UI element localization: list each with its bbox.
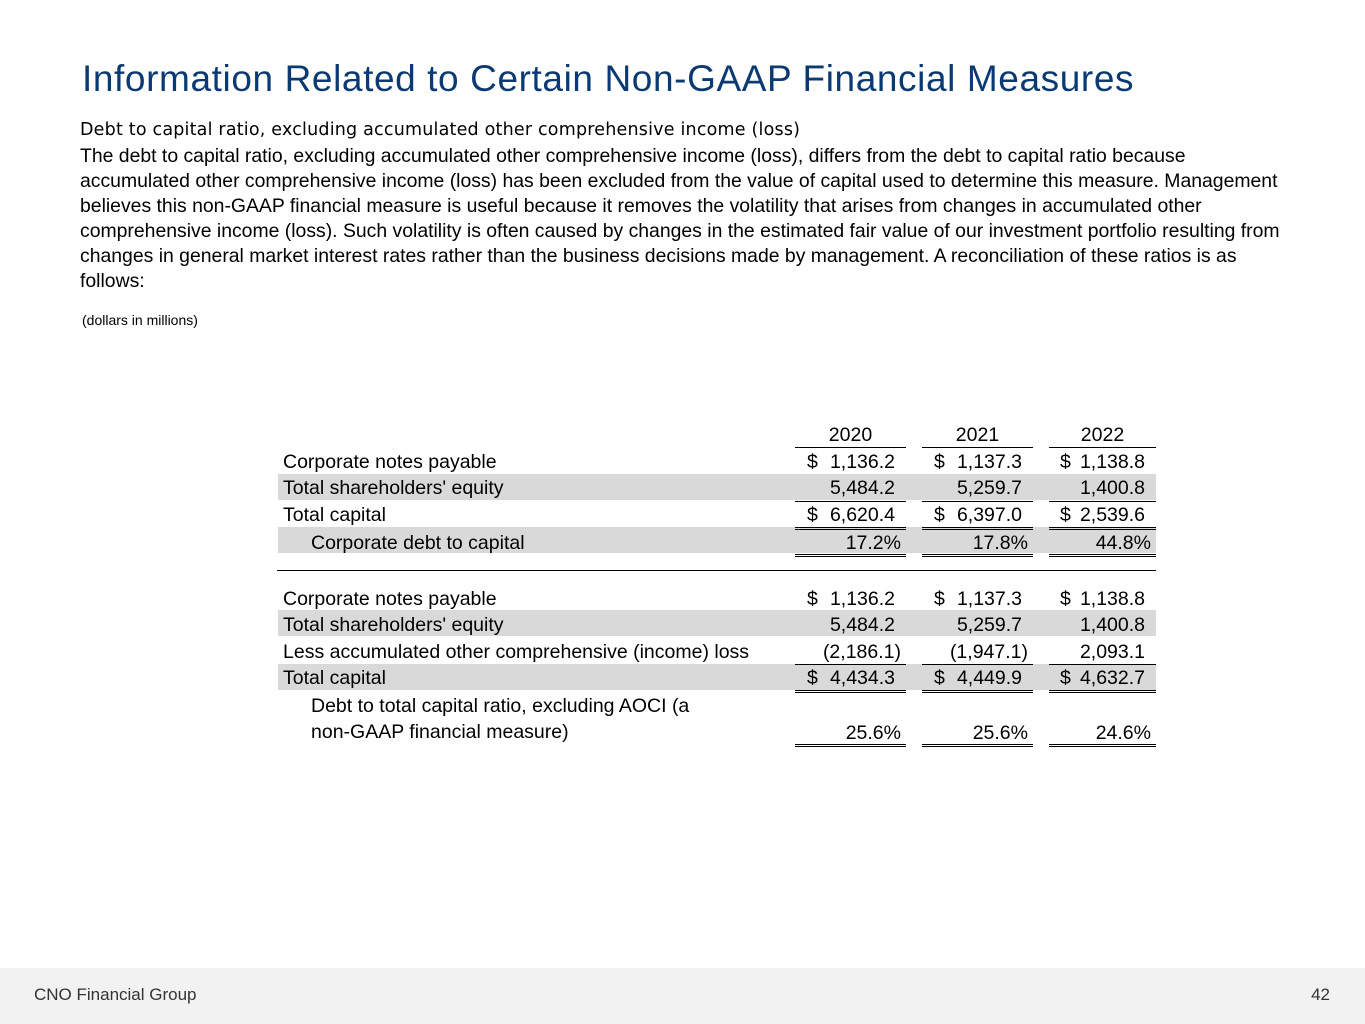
value-cell: 1,137.3: [956, 588, 1022, 610]
ratio-double-line: [1049, 744, 1156, 747]
ratio-double-line: [795, 744, 906, 747]
value-cell: (2,186.1): [822, 641, 901, 663]
ratio-value: 25.6%: [972, 722, 1028, 744]
footer-company: CNO Financial Group: [34, 985, 197, 1004]
ratio-double-line: [1049, 554, 1156, 557]
currency-symbol: $: [1060, 588, 1071, 610]
value-cell: 6,620.4: [829, 504, 895, 526]
row-label: Less accumulated other comprehensive (income) loss: [283, 641, 750, 663]
currency-symbol: $: [807, 588, 818, 610]
value-cell: 4,632.7: [1079, 667, 1145, 689]
ratio-double-line: [922, 554, 1033, 557]
ratio-value: 17.2%: [845, 532, 901, 554]
row-label: Total capital: [283, 504, 386, 526]
header-underline: [1049, 447, 1156, 448]
currency-symbol: $: [1060, 451, 1071, 473]
value-cell: 1,136.2: [829, 451, 895, 473]
row-label: Total shareholders' equity: [283, 477, 504, 499]
currency-symbol: $: [807, 451, 818, 473]
section-subtitle: Debt to capital ratio, excluding accumulated other comprehensive income (loss): [80, 120, 801, 140]
footer-bar: [0, 968, 1365, 1024]
value-cell: 1,138.8: [1079, 588, 1145, 610]
value-cell: 4,434.3: [829, 667, 895, 689]
page-number: 42: [1311, 985, 1330, 1004]
value-cell: 1,137.3: [956, 451, 1022, 473]
currency-symbol: $: [807, 504, 818, 526]
total-double-line: [922, 690, 1033, 693]
header-underline: [922, 447, 1033, 448]
currency-symbol: $: [934, 451, 945, 473]
description-paragraph: The debt to capital ratio, excluding accumulated other comprehensive income (loss), differs from the debt to capital ratio because accumulated other comprehensive income (loss) has been excluded from the value of capital used to determine this measure. Management believes this non-GAAP financial measure is useful because it removes the volatility that arises from changes in accumulated other comprehensive income (loss). Such volatility is often caused by changes in the estimated fair value of our investment portfolio resulting from changes in general market interest rates rather than the business decisions made by management. A reconciliation of these ratios is as follows:: [80, 145, 1280, 292]
currency-symbol: $: [1060, 667, 1071, 689]
section-divider: [277, 570, 1156, 571]
value-cell: 2,539.6: [1079, 504, 1145, 526]
value-cell: 1,400.8: [1079, 477, 1145, 499]
currency-symbol: $: [807, 667, 818, 689]
ratio-value: 24.6%: [1095, 722, 1151, 744]
ratio-label-line1: Debt to total capital ratio, excluding AOCI (a: [311, 695, 690, 717]
page-title: Information Related to Certain Non-GAAP Financial Measures: [82, 58, 1135, 99]
currency-symbol: $: [934, 588, 945, 610]
value-cell: 5,259.7: [956, 477, 1022, 499]
ratio-label-line2: non-GAAP financial measure): [311, 721, 569, 743]
row-label: Corporate notes payable: [283, 588, 497, 610]
ratio-value: 25.6%: [845, 722, 901, 744]
value-cell: 5,484.2: [829, 477, 895, 499]
currency-symbol: $: [934, 504, 945, 526]
currency-symbol: $: [1060, 504, 1071, 526]
currency-symbol: $: [934, 667, 945, 689]
value-cell: 6,397.0: [956, 504, 1022, 526]
value-cell: 1,136.2: [829, 588, 895, 610]
value-cell: 5,259.7: [956, 614, 1022, 636]
total-double-line: [1049, 690, 1156, 693]
header-underline: [795, 447, 906, 448]
value-cell: 1,138.8: [1079, 451, 1145, 473]
value-cell: 1,400.8: [1079, 614, 1145, 636]
ratio-double-line: [922, 744, 1033, 747]
value-cell: 4,449.9: [956, 667, 1022, 689]
ratio-value: 44.8%: [1095, 532, 1151, 554]
units-note: (dollars in millions): [82, 312, 198, 328]
value-cell: 5,484.2: [829, 614, 895, 636]
row-label: Total shareholders' equity: [283, 614, 504, 636]
total-double-line: [795, 690, 906, 693]
year-header-2021: 2021: [955, 424, 1000, 446]
ratio-label: Corporate debt to capital: [311, 532, 525, 554]
value-cell: (1,947.1): [949, 641, 1028, 663]
value-cell: 2,093.1: [1079, 641, 1145, 663]
row-band: [278, 664, 1156, 690]
year-header-2020: 2020: [828, 424, 873, 446]
ratio-value: 17.8%: [972, 532, 1028, 554]
row-label: Corporate notes payable: [283, 451, 497, 473]
ratio-double-line: [795, 554, 906, 557]
year-header-2022: 2022: [1080, 424, 1125, 446]
row-label: Total capital: [283, 667, 386, 689]
